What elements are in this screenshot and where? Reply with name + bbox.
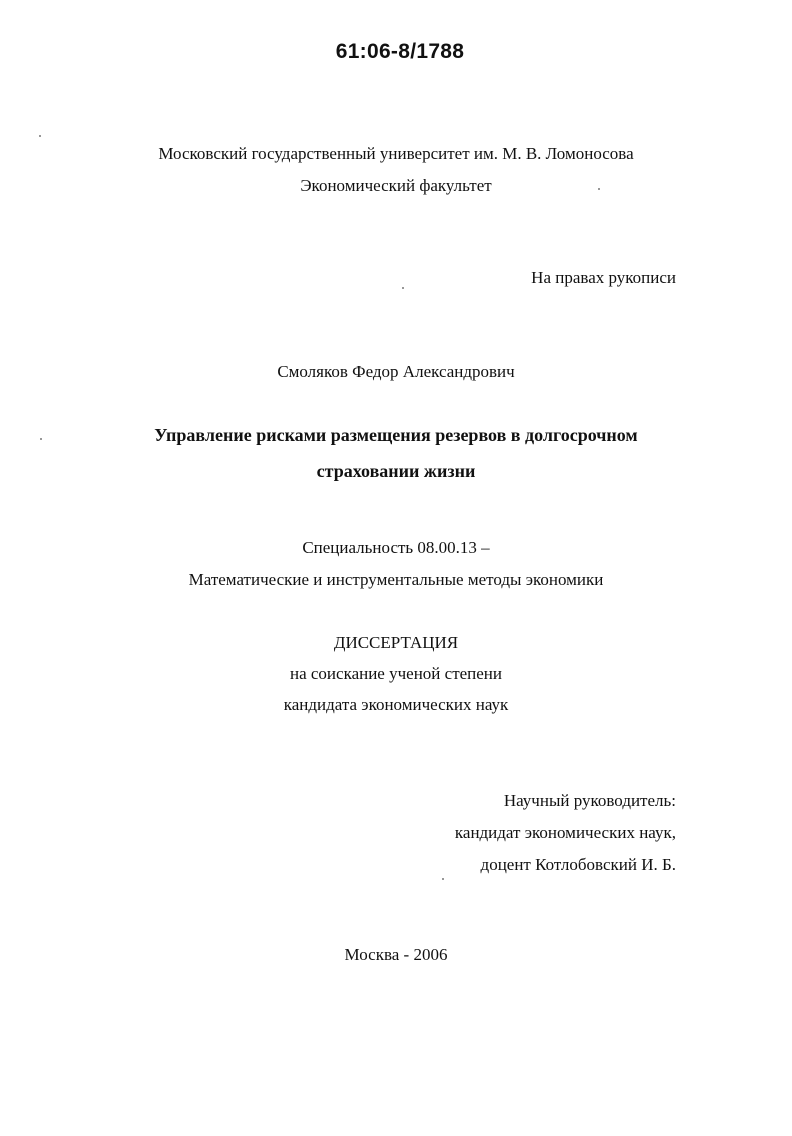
document-number: 61:06-8/1788: [335, 40, 465, 63]
scan-speck: [442, 878, 444, 880]
degree-purpose: на соискание ученой степени: [289, 664, 503, 683]
document-type: ДИССЕРТАЦИЯ: [333, 633, 459, 652]
place-year: Москва - 2006: [344, 945, 448, 964]
scan-speck: [39, 135, 41, 137]
author-name: Смоляков Федор Александрович: [277, 362, 515, 381]
advisor-name: доцент Котлобовский И. Б.: [480, 855, 676, 874]
manuscript-note: На правах рукописи: [531, 268, 676, 287]
advisor-label: Научный руководитель:: [503, 791, 676, 810]
faculty-name: Экономический факультет: [300, 176, 492, 195]
dissertation-title-line-2: страховании жизни: [316, 461, 476, 481]
advisor-rank: кандидат экономических наук,: [454, 823, 676, 842]
scan-speck: [598, 188, 600, 190]
degree-name: кандидата экономических наук: [283, 695, 509, 714]
specialty-code: Специальность 08.00.13 –: [302, 538, 490, 557]
dissertation-title-line-1: Управление рисками размещения резервов в долгосрочном: [154, 425, 638, 445]
specialty-name: Математические и инструментальные методы экономики: [188, 570, 604, 589]
university-name: Московский государственный университет им. М. В. Ломоносова: [158, 144, 634, 163]
scan-speck: [40, 438, 42, 440]
scan-speck: [402, 287, 404, 289]
